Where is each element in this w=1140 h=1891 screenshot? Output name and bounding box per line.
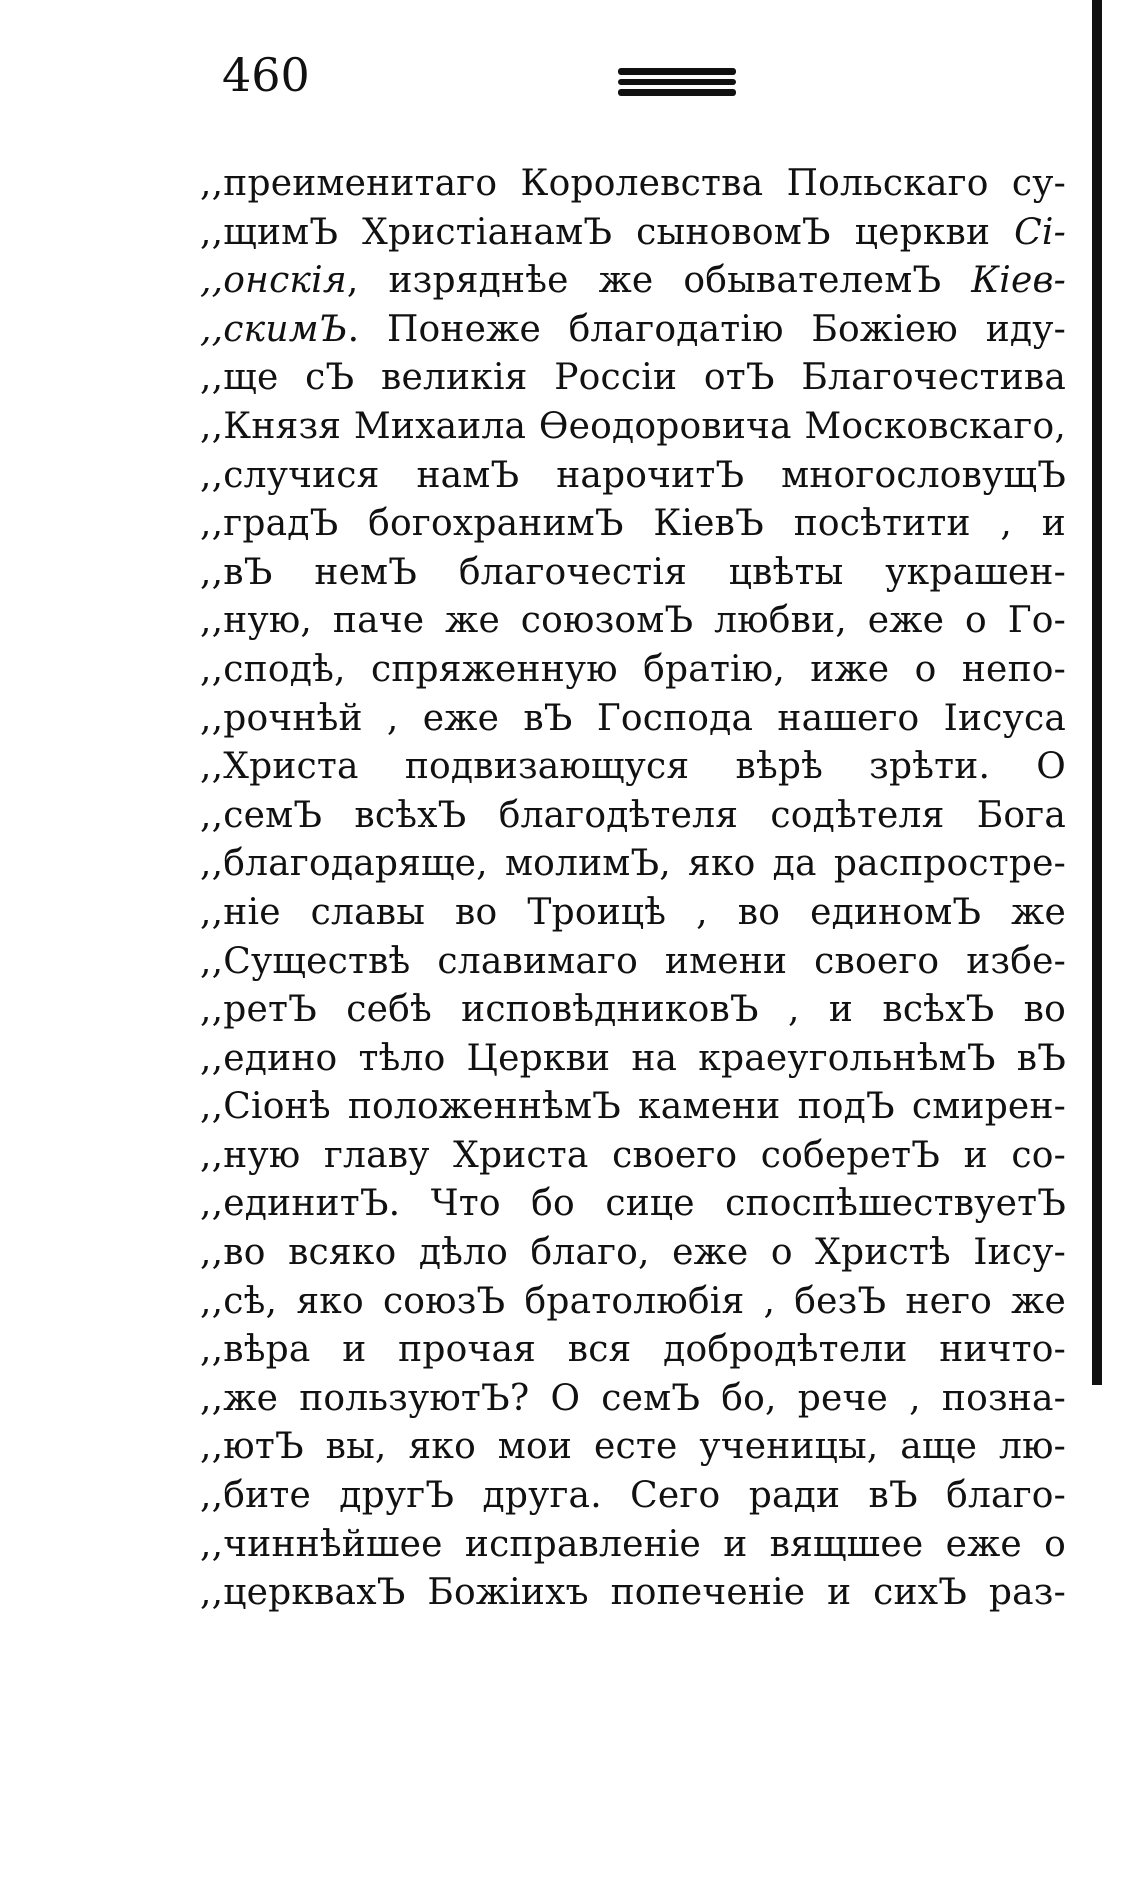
text-segment: ,,же пользуютЪ? О семЪ бо, рече , позна- [200, 1377, 1066, 1419]
text-segment: . Понеже благодатію Божіею иду- [347, 308, 1066, 350]
body-text [200, 160, 1066, 1618]
text-segment: ,,едино тѣло Церкви на краеугольнѣмЪ вЪ [200, 1037, 1066, 1079]
text-segment: ,,благодаряще, молимЪ, яко да распростре- [200, 843, 1066, 885]
text-line [200, 403, 1066, 452]
header-ornament [618, 68, 736, 96]
text-line [200, 840, 1066, 889]
text-line [200, 1326, 1066, 1375]
text-segment: ,,ную, паче же союзомЪ любви, еже о Го- [200, 600, 1066, 642]
text-segment: ,,чиннѣйшее исправленіе и вящшее еже о [200, 1523, 1066, 1565]
text-segment: ,,ніе славы во Троицѣ , во единомЪ же [200, 891, 1066, 933]
text-segment: ,,случися намЪ нарочитЪ многословущЪ [200, 454, 1066, 496]
text-segment: ,,ютЪ вы, яко мои есте ученицы, аще лю- [200, 1426, 1066, 1468]
page-number: 460 [222, 48, 310, 102]
text-line [200, 1423, 1066, 1472]
text-line [200, 160, 1066, 209]
text-segment: Кіев- [971, 260, 1066, 302]
text-segment: ,,преименитаго Королевства Польскаго су- [200, 163, 1066, 204]
text-segment: ,,Сіонѣ положеннѣмЪ камени подЪ смирен- [200, 1086, 1066, 1128]
text-segment: ,,Существѣ славимаго имени своего избе- [200, 940, 1066, 982]
text-line [200, 1521, 1066, 1570]
text-line [200, 1569, 1066, 1618]
text-segment: ,,во всяко дѣло благо, еже о Христѣ Іису- [200, 1232, 1066, 1274]
text-line [200, 646, 1066, 695]
text-line [200, 500, 1066, 549]
text-line [200, 1180, 1066, 1229]
text-line [200, 452, 1066, 501]
text-line [200, 597, 1066, 646]
text-line [200, 792, 1066, 841]
text-line [200, 549, 1066, 598]
text-segment: ,,Князя Михаила Ѳеодоровича Московскаго, [200, 405, 1066, 447]
text-line [200, 938, 1066, 987]
text-line [200, 743, 1066, 792]
text-line [200, 257, 1066, 306]
text-segment: ,,рочнѣй , еже вЪ Господа нашего Іисуса [200, 697, 1066, 739]
text-line [200, 1035, 1066, 1084]
text-segment: ,,вѣра и прочая вся добродѣтели ничто- [200, 1329, 1066, 1371]
text-line [200, 1375, 1066, 1424]
page-edge-shadow [1092, 0, 1102, 1385]
text-segment: ,,церквахЪ Божіихъ попеченіе и сихЪ раз- [200, 1572, 1066, 1614]
text-segment: ,,сѣ, яко союзЪ братолюбія , безЪ него же [200, 1280, 1066, 1322]
text-segment: ,,семЪ всѣхЪ благодѣтеля содѣтеля Бога [200, 794, 1066, 836]
text-segment: ,,скимЪ [200, 308, 348, 350]
text-line [200, 1472, 1066, 1521]
text-line [200, 1278, 1066, 1327]
text-segment: ,,сподѣ, спряженную братію, иже о непо- [200, 648, 1066, 690]
text-line [200, 695, 1066, 744]
text-segment: ,,вЪ немЪ благочестія цвѣты украшен- [200, 551, 1066, 593]
text-line [200, 306, 1066, 355]
text-segment: Сі- [1014, 211, 1066, 253]
text-segment: ,,ще сЪ великія Россіи отЪ Благочестива [200, 357, 1066, 399]
text-line [200, 354, 1066, 403]
text-segment: ,,щимЪ ХристіанамЪ сыновомЪ церкви [200, 211, 1015, 253]
text-segment: ,,градЪ богохранимЪ КіевЪ посѣтити , и [200, 503, 1066, 545]
text-line [200, 889, 1066, 938]
text-segment: ,,Христа подвизающуся вѣрѣ зрѣти. О [200, 746, 1066, 788]
text-line [200, 986, 1066, 1035]
text-segment: ,,бите другЪ друга. Сего ради вЪ благо- [200, 1475, 1066, 1517]
text-segment: , изряднѣе же обывателемЪ [346, 260, 972, 302]
text-line [200, 209, 1066, 258]
text-line [200, 1083, 1066, 1132]
text-segment: ,,ретЪ себѣ исповѣдниковЪ , и всѣхЪ во [200, 989, 1066, 1031]
text-segment: ,,онскія [200, 260, 347, 302]
text-line [200, 1229, 1066, 1278]
text-line [200, 1132, 1066, 1181]
text-segment: ,,единитЪ. Что бо сице споспѣшествуетЪ [200, 1183, 1066, 1225]
text-segment: ,,ную главу Христа своего соберетЪ и со- [200, 1134, 1066, 1176]
